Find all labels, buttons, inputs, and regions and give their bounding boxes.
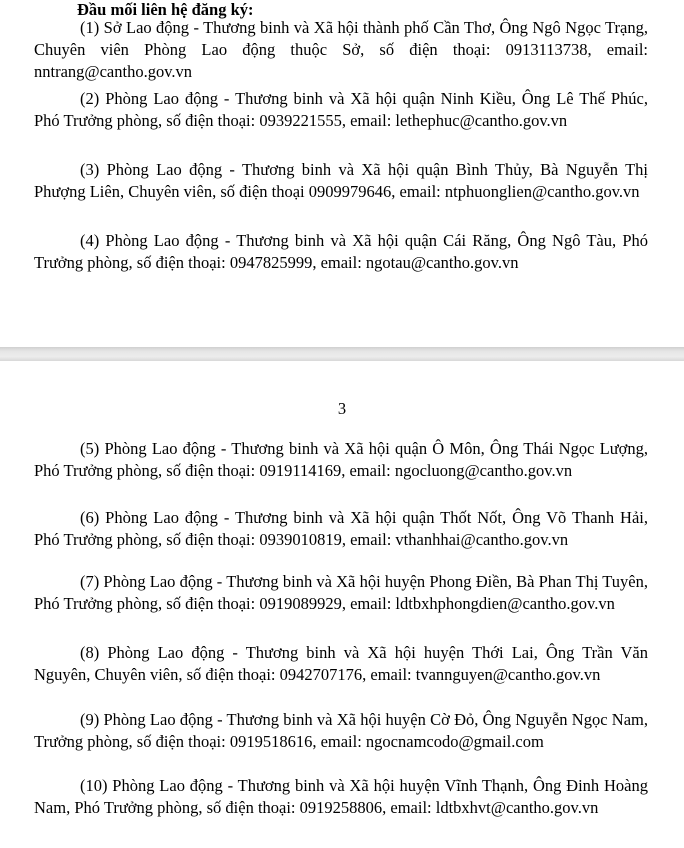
contact-item-4 [34,230,648,274]
contact-item-text: (4) Phòng Lao động - Thương binh và Xã hội quận Cái Răng, Ông Ngô Tàu, Phó Trưởng phòng, số điện thoại: 0947825999, email: ngotau@cantho.gov.vn [34,231,648,272]
contact-item-5 [34,438,648,482]
contact-item-3 [34,159,648,203]
document-page-2-bottom [0,0,684,347]
contact-item-8 [34,642,648,686]
contact-item-text: (7) Phòng Lao động - Thương binh và Xã hội huyện Phong Điền, Bà Phan Thị Tuyên, Phó Trưởng phòng, số điện thoại: 0919089929, email: ldtbxhphongdien@cantho.gov.vn [34,572,648,613]
contact-item-text: (9) Phòng Lao động - Thương binh và Xã hội huyện Cờ Đỏ, Ông Nguyễn Ngọc Nam, Trưởng phòng, số điện thoại: 0919518616, email: ngocnamcodo@gmail.com [34,710,648,751]
contact-item-text: (5) Phòng Lao động - Thương binh và Xã hội quận Ô Môn, Ông Thái Ngọc Lượng, Phó Trưởng phòng, số điện thoại: 0919114169, email: ngocluong@cantho.gov.vn [34,439,648,480]
contact-item-text: (1) Sở Lao động - Thương binh và Xã hội thành phố Cần Thơ, Ông Ngô Ngọc Trạng, Chuyên viên Phòng Lao động thuộc Sở, số điện thoại: 0913113738, email: nntrang@cantho.gov.vn [34,18,648,81]
contact-heading: Đầu mối liên hệ đăng ký: [77,0,254,19]
contact-item-2 [34,88,648,132]
contact-item-text: (6) Phòng Lao động - Thương binh và Xã hội quận Thốt Nốt, Ông Võ Thanh Hải, Phó Trưởng phòng, số điện thoại: 0939010819, email: vthanhhai@cantho.gov.vn [34,508,648,549]
contact-item-text: (10) Phòng Lao động - Thương binh và Xã hội huyện Vĩnh Thạnh, Ông Đinh Hoàng Nam, Phó Trưởng phòng, số điện thoại: 0919258806, email: ldtbxhvt@cantho.gov.vn [34,776,648,817]
contact-item-7 [34,571,648,615]
contact-item-1 [34,17,648,83]
document-page-3 [0,361,684,848]
contact-item-6 [34,507,648,551]
contact-item-text: (3) Phòng Lao động - Thương binh và Xã hội quận Bình Thủy, Bà Nguyễn Thị Phượng Liên, Chuyên viên, số điện thoại 0909979646, email: ntphuonglien@cantho.gov.vn [34,160,648,201]
contact-item-10 [34,775,648,819]
page-number: 3 [337,399,347,418]
contact-item-text: (8) Phòng Lao động - Thương binh và Xã hội huyện Thới Lai, Ông Trần Văn Nguyên, Chuyên viên, số điện thoại: 0942707176, email: tvannguyen@cantho.gov.vn [34,643,648,684]
contact-item-text: (2) Phòng Lao động - Thương binh và Xã hội quận Ninh Kiều, Ông Lê Thế Phúc, Phó Trưởng phòng, số điện thoại: 0939221555, email: lethephuc@cantho.gov.vn [34,89,648,130]
contact-item-9 [34,709,648,753]
page-break-divider [0,347,684,361]
